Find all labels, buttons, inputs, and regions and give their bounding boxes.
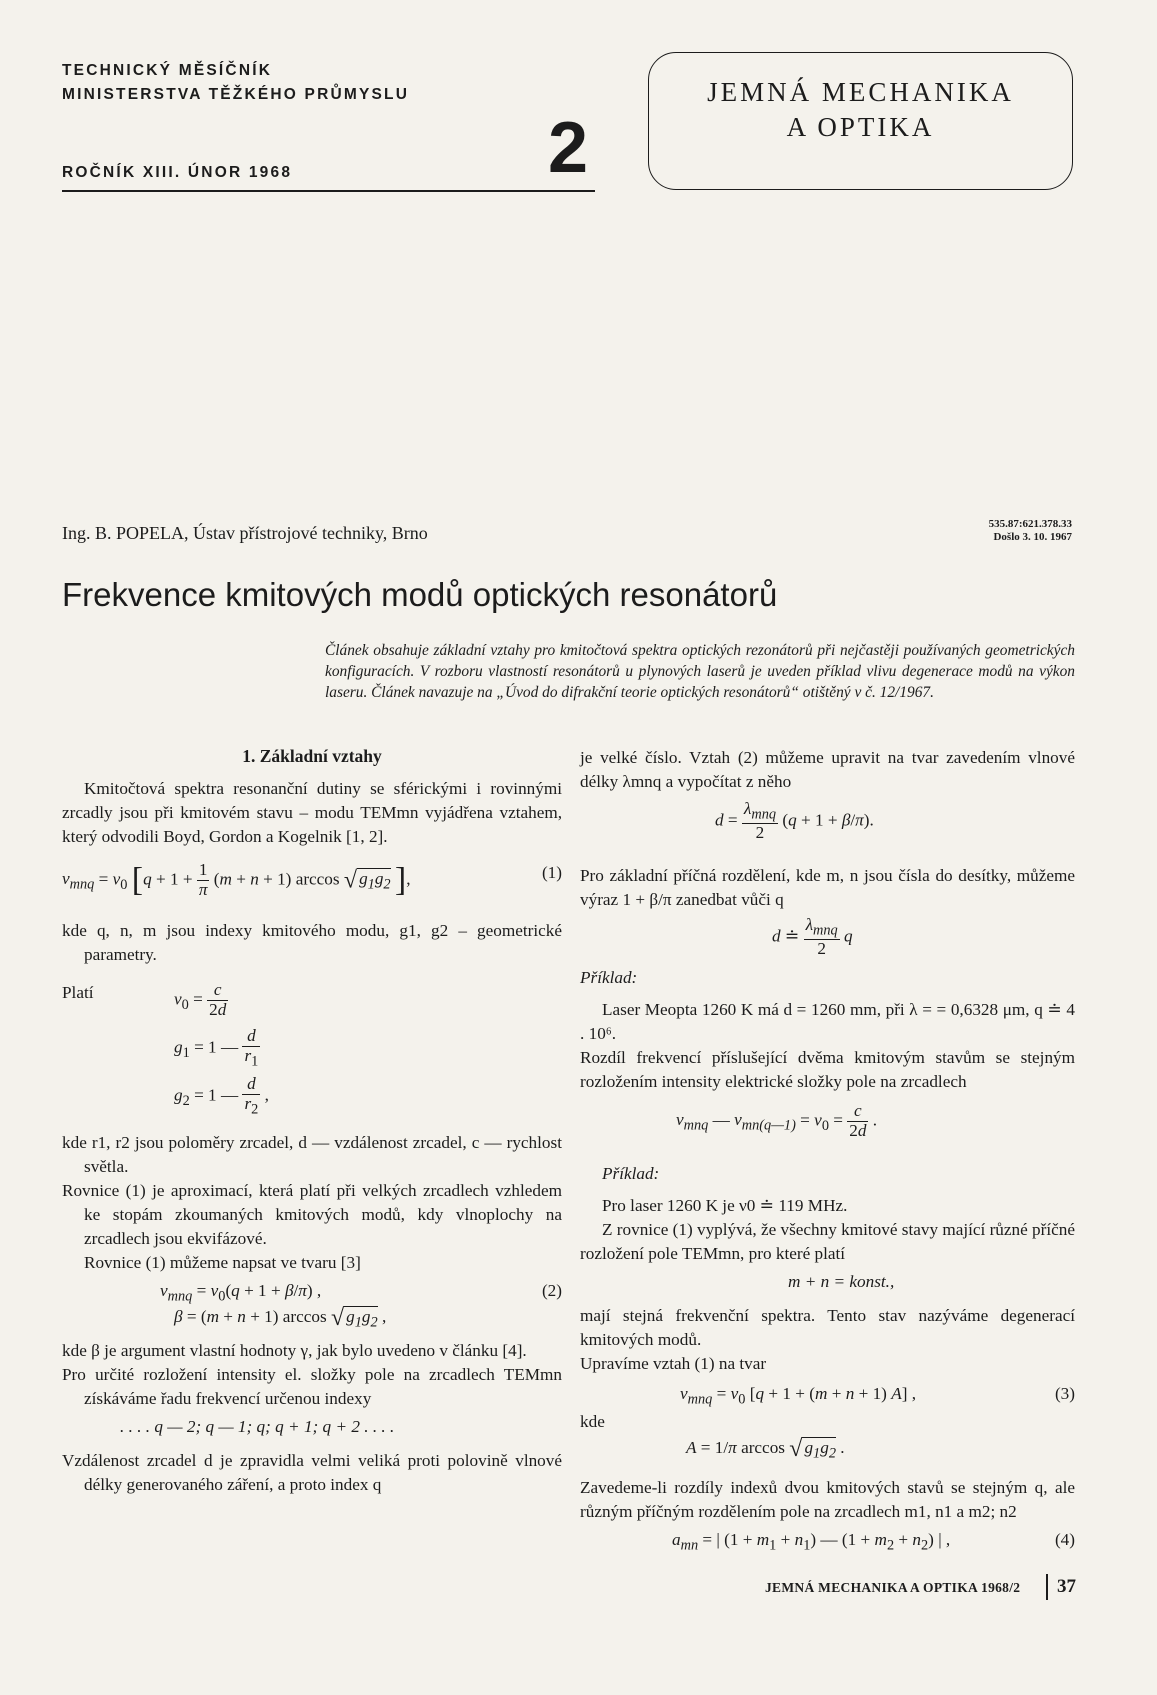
left-paragraph-4: Rovnice (1) je aproximací, která platí při velkých zrcadlech vzhledem ke stopám zkoumaných kmitových modů, kdy vlnoplochy na zrcadlech jsou ekvifázové.	[62, 1181, 562, 1248]
section-heading: 1. Základní vztahy	[242, 746, 382, 766]
udc-code: 535.87:621.378.33	[988, 518, 1072, 530]
publisher-line-2: MINISTERSTVA TĚŽKÉHO PRŮMYSLU	[62, 86, 410, 103]
equation-4: $a_{mn}$ = | $(1 + m_1 + n_1)$ — $(1 + m_2 + n_2)$ | , (4)	[672, 1530, 1075, 1554]
example-label-2: Příklad:	[602, 1164, 660, 1183]
footer-journal: JEMNÁ MECHANIKA A OPTIKA 1968/2	[765, 1580, 1021, 1595]
equation-d: d = $\frac{\lambda_{mnq}}{2}$ (q + 1 + β/π).	[715, 799, 874, 843]
left-paragraph-5: Rovnice (1) můžeme napsat ve tvaru [3]	[84, 1253, 361, 1272]
left-paragraph-1: Kmitočtová spektra resonanční dutiny se sférickými i rovinnými zrcadly jsou při kmitovém stavu – modu TEMmn vyjádřena vztahem, který odvodili Boyd, Gordon a Kogelnik [1, 2].	[62, 779, 562, 846]
equation-2-number: (2)	[541, 1281, 562, 1300]
plati-label: Platí	[62, 983, 94, 1002]
issue-number: 2	[548, 108, 589, 188]
equation-beta: β = (m + n + 1) arccos √ $g_1g_2$ ,	[174, 1305, 387, 1331]
right-paragraph-1: je velké číslo. Vztah (2) můžeme upravit na tvar zavedením vlnové délky λmnq a vypočítat z něho	[580, 748, 1075, 791]
equation-delta-nu: $\nu_{mnq}$ — $\nu_{mn(q—1)} = \nu_0$ = $\frac{c}{2d}$ .	[676, 1101, 878, 1140]
right-paragraph-4: Rozdíl frekvencí příslušející dvěma kmitovým stavům se stejným rozložením intensity elektrické složky pole na zrcadlech	[580, 1048, 1075, 1091]
right-paragraph-5: Pro laser 1260 K je ν0 ≐ 119 MHz.	[602, 1196, 848, 1215]
equation-g1: $g_1 = 1$ — $\frac{d}{r_1}$	[174, 1026, 259, 1070]
publisher-line-1: TECHNICKÝ MĚSÍČNÍK	[62, 62, 273, 79]
right-paragraph-7: mají stejná frekvenční spektra. Tento stav nazýváme degenerací kmitových modů.	[580, 1306, 1075, 1349]
footer-divider	[1046, 1574, 1048, 1600]
article-title: Frekvence kmitových modů optických resonátorů	[62, 576, 778, 613]
equation-d-approx: d ≐ $\frac{\lambda_{mnq}}{2}$ q	[772, 915, 853, 959]
left-paragraph-2: kde q, n, m jsou indexy kmitového modu, g1, g2 – geometrické parametry.	[62, 921, 562, 964]
equation-2: $\nu_{mnq} = \nu_0(q + 1 + \beta/\pi)$ , (2)	[160, 1281, 562, 1305]
left-paragraph-3: kde r1, r2 jsou poloměry zrcadel, d — vzdálenost zrcadel, c — rychlost světla.	[62, 1133, 562, 1176]
right-paragraph-6: Z rovnice (1) vyplývá, že všechny kmitové stavy mající různé příčné rozložení pole TEMmn, pro které platí	[580, 1220, 1075, 1263]
journal-title-line-2: A OPTIKA	[786, 112, 935, 143]
author-line: Ing. B. POPELA, Ústav přístrojové techniky, Brno	[62, 523, 428, 543]
konst-condition: m + n = konst.,	[788, 1272, 895, 1291]
kde-label: kde	[580, 1412, 605, 1431]
left-column	[62, 746, 562, 1497]
masthead-rule	[62, 190, 595, 192]
equation-1-number: (1)	[541, 863, 562, 882]
received-date: Došlo 3. 10. 1967	[993, 531, 1072, 543]
equation-1: $\nu_{mnq} = \nu_0$ [q + 1 + $\frac{1}{\pi}$ (m + n + 1) arccos √ $g_1g_2$ ], (1)	[62, 860, 562, 899]
example-label-1: Příklad:	[580, 968, 638, 987]
equation-4-number: (4)	[1054, 1530, 1075, 1549]
journal-title-box	[648, 52, 1073, 190]
right-paragraph-8: Upravíme vztah (1) na tvar	[580, 1354, 767, 1373]
equation-3: $\nu_{mnq} = \nu_0$ [q + 1 + (m + n + 1) A] , (3)	[680, 1384, 1075, 1408]
equation-A: A = 1/π arccos √ $g_1g_2$ .	[686, 1436, 845, 1462]
udc-info	[880, 518, 1072, 544]
frequency-series: . . . . q — 2; q — 1; q; q + 1; q + 2 . . . .	[120, 1417, 395, 1436]
right-paragraph-2: Pro základní příčná rozdělení, kde m, n jsou čísla do desítky, můžeme výraz 1 + β/π zanedbat vůči q	[580, 866, 1075, 909]
journal-title-line-1: JEMNÁ MECHANIKA	[707, 77, 1014, 107]
right-paragraph-3: Laser Meopta 1260 K má d = 1260 mm, při λ = = 0,6328 μm, q ≐ 4 . 10⁶.	[580, 1000, 1075, 1043]
left-paragraph-6: kde β je argument vlastní hodnoty γ, jak bylo uvedeno v článku [4].	[62, 1341, 527, 1360]
equation-3-number: (3)	[1054, 1384, 1075, 1403]
right-column	[580, 746, 1075, 1556]
abstract: Článek obsahuje základní vztahy pro kmitočtová spektra optických rezonátorů při nejčastěji používaných geometrických konfiguracích. V rozboru vlastností resonátorů u plynových laserů je uveden příklad vlivu degenerace modů na výkon laseru. Článek navazuje na „Úvod do difrakční teorie optických resonátorů“ otištěný v č. 12/1967.	[325, 642, 1075, 701]
volume-date: ROČNÍK XIII. ÚNOR 1968	[62, 164, 293, 181]
left-paragraph-7: Pro určité rozložení intensity el. složky pole na zrcadlech TEMmn získáváme řadu frekvencí určenou indexy	[62, 1365, 562, 1408]
right-paragraph-9: Zavedeme-li rozdíly indexů dvou kmitových stavů se stejným q, ale různým příčným rozdělením pole na zrcadlech m1, n1 a m2; n2	[580, 1478, 1075, 1521]
equation-g2: $g_2 = 1$ — $\frac{d}{r_2}$ ,	[174, 1074, 269, 1118]
equation-nu0: Platí $\nu_0$ = $\frac{c}{2d}$	[62, 980, 227, 1019]
page-number: 37	[1057, 1576, 1076, 1597]
left-paragraph-8: Vzdálenost zrcadel d je zpravidla velmi veliká proti polovině vlnové délky generovaného záření, a proto index q	[62, 1451, 562, 1494]
